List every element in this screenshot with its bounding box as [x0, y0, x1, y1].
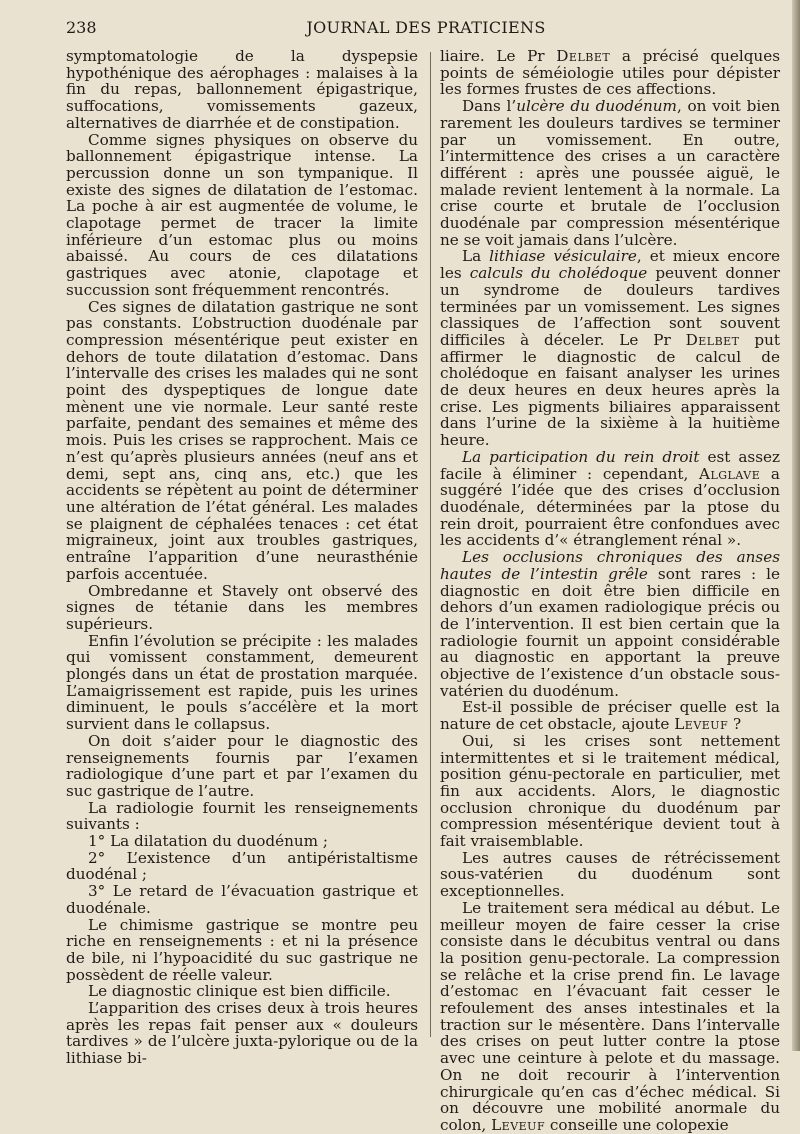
text-run: put affirmer le diagnostic de calcul de cholédoque en faisant analyser les urines de deux heures en deux heures après la crise. Les pigments biliaires apparaissent dans l’urine de la sixième à la huitième heure. — [440, 330, 780, 450]
page-edge-shadow — [792, 0, 800, 1051]
text-run: conseille une colopexie — [545, 1116, 729, 1134]
text-run: , et mieux encore les — [440, 247, 780, 283]
paragraph: symptomatologie de la dyspepsie hypothénique des aérophages : malaises à la fin du repas, ballonnement épigastrique, suffocations, vomissements gazeux, alternatives de diarrhée et de constipation. — [66, 47, 418, 132]
page-number: 238 — [66, 18, 97, 37]
paragraph — [440, 699, 780, 732]
text-run: a suggéré l’idée que des crises d’occlusion duodénale, déterminées par la ptose du rein droit, pourraient être confondues avec les accidents d’« étranglement rénal ». — [440, 464, 780, 550]
text-run: ? — [728, 715, 742, 734]
paragraph: Enfin l’évolution se précipite : les malades qui vomissent constamment, demeurent plongés dans un état de prostation marquée. L’amaigrissement est rapide, puis les urines diminuent, le pouls s’accélère et la mort survient dans le collapsus. — [66, 631, 418, 734]
right-column — [440, 48, 780, 1134]
author-name: Alglave — [699, 464, 761, 483]
author-name: Delbet — [685, 330, 740, 349]
author-name: Leveuf — [491, 1116, 546, 1134]
column-divider — [430, 52, 431, 1037]
emphasis: La participation du rein droit — [462, 447, 700, 466]
text-run: Le traitement sera médical au début. Le meilleur moyen de faire cesser la crise consiste dans le décubitus ventral ou dans la position genu-pectorale. La compression se relâche et la crise prend fin. Le lavage d’estomac en l’évacuant fait cesser le refoulement des anses intestinales et la traction sur le mésentère. Dans l’intervalle des crises on peut lutter contre la ptose avec une ceinture à pelote et du massage. On ne doit recourir à l’intervention chirurgicale qu’en cas d’échec médical. Si on découvre une mobilité anormale du colon, — [440, 898, 780, 1134]
paragraph: L’apparition des crises deux à trois heures après les repas fait penser aux « douleurs tardives » de l’ulcère juxta-pylorique ou de la lithiase bi- — [66, 999, 418, 1068]
journal-title: JOURNAL DES PRATICIENS — [306, 18, 546, 37]
paragraph — [440, 248, 780, 448]
list-item: 1° La dilatation du duodénum ; — [88, 832, 329, 851]
paragraph: Les autres causes de rétrécissement sous-vatérien du duodénum sont exceptionnelles. — [440, 848, 780, 901]
text-run: , on voit bien rarement les douleurs tardives se terminer par un vomissement. En outre, l’intermittence des crises a un caractère différent : après une poussée aiguë, le malade revient lentement à la normale. La crise courte et brutale de l’occlusion duodénale par compression mésentérique ne se voit jamais dans l’ulcère. — [440, 97, 780, 249]
paragraph: Comme signes physiques on observe du ballonnement épigastrique intense. La percussion donne un son tympanique. Il existe des signes de dilatation de l’estomac. La poche à air est augmentée de volume, le clapotage permet de tracer la limite inférieure d’un estomac plus ou moins abaissé. Au cours de ces dilatations gastriques avec atonie, clapotage et succussion sont fréquemment rencontrés. — [66, 130, 418, 299]
author-name: Delbet — [556, 47, 611, 65]
paragraph: La radiologie fournit les renseignements suivants : — [66, 798, 418, 834]
list-item: 3° Le retard de l’évacuation gastrique et duodénale. — [66, 882, 418, 917]
paragraph — [440, 449, 780, 549]
paragraph: Le diagnostic clinique est bien difficile. — [88, 982, 391, 1001]
text-run: liaire. Le Pr — [440, 47, 557, 65]
paragraph — [440, 900, 780, 1134]
text-run: a précisé quelques points de séméiologie utiles pour dépister les formes frustes de ces affections. — [440, 47, 780, 99]
author-name: Leveuf — [674, 715, 729, 734]
paragraph: On doit s’aider pour le diagnostic des renseignements fournis par l’examen radiologique d’une part et par l’examen du suc gastrique de l’autre. — [66, 731, 418, 800]
emphasis: Les occlusions chroniques des anses hautes de l’intestin grêle — [440, 548, 780, 583]
paragraph — [440, 98, 780, 248]
text-run: Est-il possible de préciser quelle est la nature de cet obstacle, ajoute — [440, 698, 780, 734]
paragraph: Ces signes de dilatation gastrique ne sont pas constants. L’obstruction duodénale par compression mésentérique peut exister en dehors de toute dilatation d’estomac. Dans l’intervalle des crises les malades qui ne sont point des dyspeptiques de longue date mènent une vie normale. Leur santé reste parfaite, pendant des semaines et même des mois. Puis les crises se rapprochent. Mais ce n’est qu’après plusieurs années (neuf ans et demi, sept ans, cinq ans, etc.) que les accidents se répètent au point de déterminer une altération de l’état général. Les malades se plaignent de céphalées tenaces : cet état migraineux, joint aux troubles gastriques, entraîne l’apparition d’une neurasthénie parfois accentuée. — [66, 297, 418, 583]
paragraph — [440, 549, 780, 699]
text-run: peuvent donner un syndrome de douleurs tardives terminées par un vomissement. Les signes classiques de l’affection sont souvent difficiles à déceler. Le Pr — [440, 264, 780, 349]
emphasis: calculs du cholédoque — [469, 264, 648, 283]
paragraph: Ombredanne et Stavely ont observé des signes de tétanie dans les membres supérieurs. — [66, 581, 418, 633]
text-run: sont rares : le diagnostic en doit être bien difficile en dehors d’un examen radiologique précis ou de l’intervention. Il est bien certain que la radiologie fournit un appoint considérable au diagnostic en apportant la preuve objective de l’existence d’un obstacle sous-vatérien du duodénum. — [440, 564, 781, 700]
left-column — [66, 48, 418, 1067]
text-run: Dans l’ — [462, 97, 517, 116]
text-run: La — [462, 247, 490, 266]
page-header — [66, 18, 786, 44]
paragraph: Oui, si les crises sont nettement intermittentes et si le traitement médical, position génu-pectorale en particulier, met fin aux accidents. Alors, le diagnostic occlusion chronique du duodénum par compression mésentérique devient tout à fait vraisemblable. — [440, 731, 780, 851]
text-run: est assez facile à éliminer : cependant, — [440, 447, 780, 483]
paragraph: Le chimisme gastrique se montre peu riche en renseignements : et ni la présence de bile, ni l’hypoacidité du suc gastrique ne possèdent de réelle valeur. — [66, 915, 418, 984]
emphasis: ulcère du duodénum — [516, 97, 677, 116]
list-item: 2° L’existence d’un antipéristaltisme duodénal ; — [66, 848, 418, 884]
emphasis: lithiase vésiculaire — [489, 247, 637, 266]
paragraph — [440, 48, 780, 98]
